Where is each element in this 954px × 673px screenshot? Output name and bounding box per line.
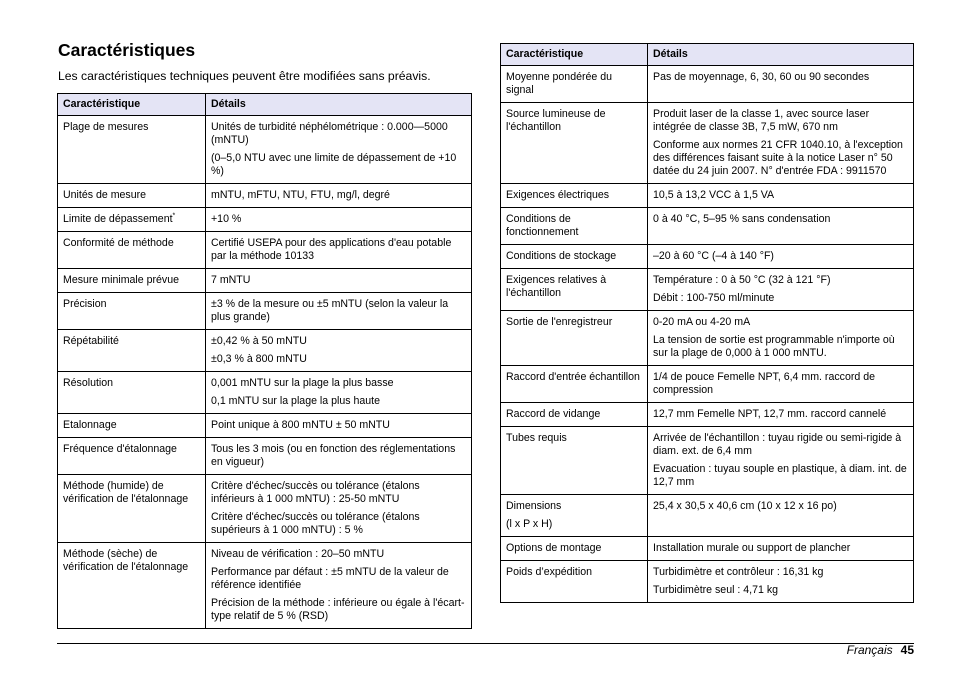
characteristic-cell	[501, 403, 648, 427]
column-header: Détails	[206, 94, 472, 116]
details-cell	[206, 208, 472, 232]
characteristic-cell	[58, 269, 206, 293]
characteristic-cell	[501, 427, 648, 495]
characteristic-name: Répétabilité	[63, 335, 119, 347]
detail-text: –20 à 60 °C (–4 à 140 °F)	[653, 250, 774, 262]
detail-text: 10,5 à 13,2 VCC à 1,5 VA	[653, 189, 775, 201]
detail-text: Précision de la méthode : inférieure ou égale à l'écart-type relatif de 5 % (RSD)	[211, 597, 465, 622]
characteristic-cell	[58, 184, 206, 208]
table-row	[501, 245, 914, 269]
column-header: Caractéristique	[58, 94, 206, 116]
detail-text: Température : 0 à 50 °C (32 à 121 °F)	[653, 274, 831, 286]
details-cell	[648, 495, 914, 537]
characteristic-cell	[501, 184, 648, 208]
characteristic-cell	[58, 475, 206, 543]
characteristic-name: Sortie de l'enregistreur	[506, 316, 613, 328]
details-cell	[206, 475, 472, 543]
detail-text: ±3 % de la mesure ou ±5 mNTU (selon la valeur la plus grande)	[211, 298, 449, 323]
characteristic-cell	[58, 208, 206, 232]
characteristic-name: Raccord d'entrée échantillon	[506, 371, 640, 383]
page-footer	[847, 643, 914, 657]
characteristic-cell	[501, 537, 648, 561]
characteristic-name: Unités de mesure	[63, 189, 147, 201]
details-cell	[648, 103, 914, 184]
details-cell	[648, 311, 914, 366]
table-row	[58, 330, 472, 372]
characteristic-name: Méthode (sèche) de vérification de l'étalonnage	[63, 548, 189, 573]
table-row	[501, 184, 914, 208]
details-cell	[648, 403, 914, 427]
table-header-row	[501, 44, 914, 66]
table-row	[58, 438, 472, 475]
characteristic-name: Limite de dépassement	[63, 213, 173, 225]
table-row	[501, 103, 914, 184]
characteristic-cell	[501, 208, 648, 245]
table-row	[501, 561, 914, 603]
characteristic-cell	[501, 495, 648, 537]
table-row	[58, 372, 472, 414]
detail-text: Point unique à 800 mNTU ± 50 mNTU	[211, 419, 390, 431]
detail-text: +10 %	[211, 213, 242, 225]
characteristic-cell	[58, 330, 206, 372]
characteristic-cell	[58, 372, 206, 414]
details-cell	[206, 293, 472, 330]
detail-text: 12,7 mm Femelle NPT, 12,7 mm. raccord cannelé	[653, 408, 887, 420]
specifications-table-right	[500, 43, 914, 603]
table-row	[58, 475, 472, 543]
characteristic-cell	[501, 366, 648, 403]
detail-text: ±0,3 % à 800 mNTU	[211, 353, 307, 365]
detail-text: 7 mNTU	[211, 274, 251, 286]
characteristic-name: Moyenne pondérée du signal	[506, 71, 613, 96]
page-number: 45	[900, 643, 914, 657]
characteristic-cell	[501, 561, 648, 603]
characteristic-cell	[501, 269, 648, 311]
intro-text: Les caractéristiques techniques peuvent être modifiées sans préavis.	[58, 69, 431, 83]
table-row	[501, 427, 914, 495]
footnote-mark: *	[172, 212, 176, 220]
detail-text: 0,1 mNTU sur la plage la plus haute	[211, 395, 380, 407]
characteristic-name: Conditions de fonctionnement	[506, 213, 579, 238]
characteristic-subtext: (l x P x H)	[506, 518, 553, 530]
table-row	[58, 232, 472, 269]
characteristic-name: Plage de mesures	[63, 121, 149, 133]
detail-text: Unités de turbidité néphélométrique : 0.000—5000 (mNTU)	[211, 121, 448, 146]
table-row	[58, 414, 472, 438]
characteristic-cell	[58, 414, 206, 438]
characteristic-name: Poids d’expédition	[506, 566, 592, 578]
table-row	[58, 184, 472, 208]
detail-text: 1/4 de pouce Femelle NPT, 6,4 mm. raccord de compression	[653, 371, 875, 396]
detail-text: 0 à 40 °C, 5–95 % sans condensation	[653, 213, 831, 225]
table-row	[58, 293, 472, 330]
column-header: Détails	[648, 44, 914, 66]
details-cell	[206, 438, 472, 475]
detail-text: 25,4 x 30,5 x 40,6 cm (10 x 12 x 16 po)	[653, 500, 837, 512]
characteristic-name: Exigences électriques	[506, 189, 610, 201]
detail-text: Niveau de vérification : 20–50 mNTU	[211, 548, 385, 560]
detail-text: Turbidimètre et contrôleur : 16,31 kg	[653, 566, 824, 578]
characteristic-cell	[58, 293, 206, 330]
table-row	[501, 403, 914, 427]
characteristic-name: Fréquence d'étalonnage	[63, 443, 177, 455]
column-header: Caractéristique	[501, 44, 648, 66]
detail-text: Installation murale ou support de plancher	[653, 542, 851, 554]
characteristic-cell	[58, 543, 206, 629]
detail-text: 0,001 mNTU sur la plage la plus basse	[211, 377, 394, 389]
detail-text: 0-20 mA ou 4-20 mA	[653, 316, 751, 328]
table-row	[58, 269, 472, 293]
details-cell	[648, 208, 914, 245]
characteristic-name: Tubes requis	[506, 432, 567, 444]
characteristic-name: Options de montage	[506, 542, 602, 554]
details-cell	[206, 330, 472, 372]
characteristic-name: Raccord de vidange	[506, 408, 601, 420]
table-header-row	[58, 94, 472, 116]
detail-text: Evacuation : tuyau souple en plastique, à diam. int. de 12,7 mm	[653, 463, 907, 488]
table-row	[501, 311, 914, 366]
table-row	[58, 116, 472, 184]
characteristic-cell	[501, 103, 648, 184]
detail-text: La tension de sortie est programmable n'importe où sur la plage de 0,000 à 1 000 mNTU.	[653, 334, 895, 359]
table-row	[58, 543, 472, 629]
characteristic-name: Résolution	[63, 377, 114, 389]
detail-text: Tous les 3 mois (ou en fonction des réglementations en vigueur)	[211, 443, 456, 468]
detail-text: Turbidimètre seul : 4,71 kg	[653, 584, 779, 596]
table-row	[501, 495, 914, 537]
table-row	[501, 269, 914, 311]
detail-text: Débit : 100-750 ml/minute	[653, 292, 775, 304]
detail-text: Arrivée de l'échantillon : tuyau rigide ou semi-rigide à diam. ext. de 6,4 mm	[653, 432, 902, 457]
characteristic-cell	[501, 66, 648, 103]
characteristic-cell	[58, 438, 206, 475]
details-cell	[648, 269, 914, 311]
detail-text: (0–5,0 NTU avec une limite de dépassement de +10 %)	[211, 152, 457, 177]
specifications-table-left	[57, 93, 472, 629]
detail-text: Critère d'échec/succès ou tolérance (étalons inférieurs à 1 000 mNTU) : 25-50 mNTU	[211, 480, 420, 505]
details-cell	[648, 366, 914, 403]
table-row	[501, 537, 914, 561]
characteristic-cell	[501, 311, 648, 366]
detail-text: Certifié USEPA pour des applications d'eau potable par la méthode 10133	[211, 237, 452, 262]
detail-text: mNTU, mFTU, NTU, FTU, mg/l, degré	[211, 189, 390, 201]
detail-text: Produit laser de la classe 1, avec source laser intégrée de classe 3B, 7,5 mW, 670 nm	[653, 108, 870, 133]
details-cell	[648, 561, 914, 603]
footer-language: Français	[846, 643, 893, 657]
characteristic-cell	[58, 116, 206, 184]
details-cell	[206, 184, 472, 208]
characteristic-name: Source lumineuse de l'échantillon	[506, 108, 606, 133]
characteristic-name: Précision	[63, 298, 107, 310]
table-row	[501, 66, 914, 103]
characteristic-name: Dimensions	[506, 500, 562, 512]
characteristic-name: Etalonnage	[63, 419, 117, 431]
detail-text: Pas de moyennage, 6, 30, 60 ou 90 secondes	[653, 71, 870, 83]
characteristic-name: Méthode (humide) de vérification de l'étalonnage	[63, 480, 189, 505]
table-row	[501, 366, 914, 403]
characteristic-cell	[501, 245, 648, 269]
characteristic-name: Mesure minimale prévue	[63, 274, 179, 286]
details-cell	[206, 372, 472, 414]
detail-text: ±0,42 % à 50 mNTU	[211, 335, 307, 347]
characteristic-name: Exigences relatives à l'échantillon	[506, 274, 607, 299]
details-cell	[648, 66, 914, 103]
characteristic-name: Conditions de stockage	[506, 250, 617, 262]
detail-text: Conforme aux normes 21 CFR 1040.10, à l'exception des différences faisant suite à la notice Laser n° 50 datée du 24 juin 2007. N° d'entrée FDA : 9911570	[653, 139, 903, 177]
table-row	[501, 208, 914, 245]
details-cell	[648, 427, 914, 495]
details-cell	[648, 184, 914, 208]
details-cell	[206, 269, 472, 293]
detail-text: Performance par défaut : ±5 mNTU de la valeur de référence identifiée	[211, 566, 449, 591]
detail-text: Critère d'échec/succès ou tolérance (étalons supérieurs à 1 000 mNTU) : 5 %	[211, 511, 420, 536]
details-cell	[206, 414, 472, 438]
page-title: Caractéristiques	[58, 40, 196, 60]
footer-divider	[57, 643, 914, 644]
table-row	[58, 208, 472, 232]
details-cell	[648, 245, 914, 269]
characteristic-name: Conformité de méthode	[63, 237, 174, 249]
details-cell	[648, 537, 914, 561]
details-cell	[206, 232, 472, 269]
details-cell	[206, 543, 472, 629]
characteristic-cell	[58, 232, 206, 269]
details-cell	[206, 116, 472, 184]
